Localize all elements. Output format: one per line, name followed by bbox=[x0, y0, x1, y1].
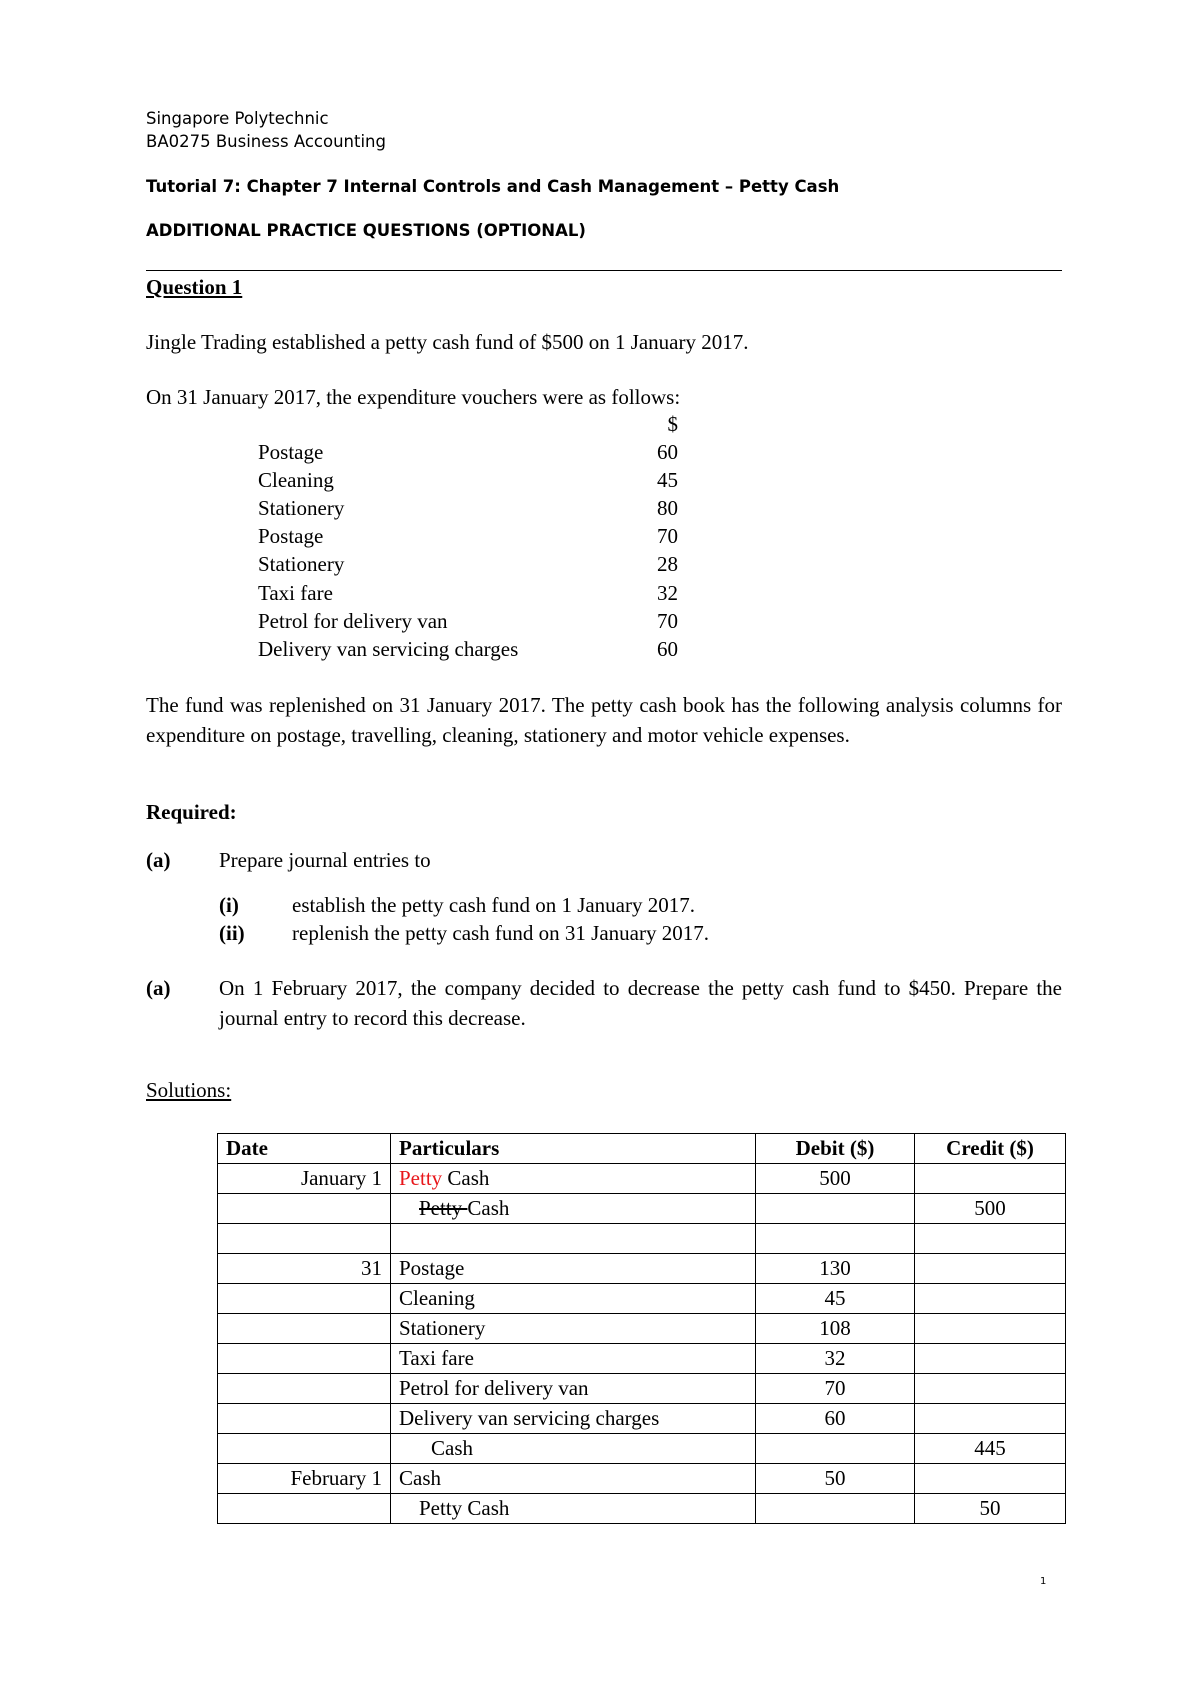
header-credit: Credit ($) bbox=[915, 1134, 1066, 1164]
question-heading: Question 1 bbox=[146, 275, 243, 299]
voucher-item: Postage bbox=[258, 440, 324, 464]
table-row bbox=[218, 1314, 1066, 1344]
voucher-item: Cleaning bbox=[258, 468, 334, 492]
row-debit bbox=[756, 1224, 915, 1254]
table-row bbox=[218, 1464, 1066, 1494]
row-date bbox=[218, 1404, 391, 1434]
row-credit bbox=[915, 1374, 1066, 1404]
part-b-text: On 1 February 2017, the company decided to decrease the petty cash fund to $450. Prepare the journal entry to record this decrease. bbox=[219, 976, 1062, 1030]
header-particulars: Particulars bbox=[391, 1134, 756, 1164]
voucher-item: Delivery van servicing charges bbox=[258, 637, 519, 661]
sub-i-marker: (i) bbox=[219, 893, 239, 917]
table-row bbox=[218, 1194, 1066, 1224]
row-debit: 32 bbox=[756, 1344, 915, 1374]
row-date bbox=[218, 1374, 391, 1404]
row-date: February 1 bbox=[218, 1464, 391, 1494]
row-credit: 500 bbox=[915, 1194, 1066, 1224]
row-particulars: Delivery van servicing charges bbox=[391, 1404, 756, 1434]
row-date bbox=[218, 1314, 391, 1344]
question-intro: Jingle Trading established a petty cash fund of $500 on 1 January 2017. bbox=[146, 330, 749, 354]
voucher-amount: 80 bbox=[657, 496, 678, 520]
voucher-item: Postage bbox=[258, 524, 324, 548]
row-credit: 50 bbox=[915, 1494, 1066, 1524]
row-particulars bbox=[391, 1194, 756, 1224]
row-date bbox=[218, 1194, 391, 1224]
table-header-row bbox=[218, 1134, 1066, 1164]
row-debit: 500 bbox=[756, 1164, 915, 1194]
row-particulars: Cleaning bbox=[391, 1284, 756, 1314]
row-debit: 70 bbox=[756, 1374, 915, 1404]
required-label: Required: bbox=[146, 800, 237, 824]
row-particulars: Postage bbox=[391, 1254, 756, 1284]
row-credit bbox=[915, 1284, 1066, 1314]
table-row bbox=[218, 1254, 1066, 1284]
table-row-blank bbox=[218, 1224, 1066, 1254]
header-date: Date bbox=[218, 1134, 391, 1164]
section-subtitle: ADDITIONAL PRACTICE QUESTIONS (OPTIONAL) bbox=[146, 221, 586, 240]
voucher-amount: 70 bbox=[657, 524, 678, 548]
row-debit: 60 bbox=[756, 1404, 915, 1434]
voucher-amount: 28 bbox=[657, 552, 678, 576]
currency-header: $ bbox=[667, 412, 678, 436]
row-debit bbox=[756, 1194, 915, 1224]
voucher-item: Petrol for delivery van bbox=[258, 609, 448, 633]
row-date: January 1 bbox=[218, 1164, 391, 1194]
page-number: 1 bbox=[1040, 1576, 1047, 1587]
vouchers-intro: On 31 January 2017, the expenditure vouchers were as follows: bbox=[146, 385, 681, 409]
voucher-item: Stationery bbox=[258, 496, 345, 520]
table-row bbox=[218, 1404, 1066, 1434]
institution-name: Singapore Polytechnic bbox=[146, 109, 329, 128]
voucher-item: Stationery bbox=[258, 552, 345, 576]
row-debit bbox=[756, 1434, 915, 1464]
row-particulars: Stationery bbox=[391, 1314, 756, 1344]
row-credit: 445 bbox=[915, 1434, 1066, 1464]
row-particulars: Taxi fare bbox=[391, 1344, 756, 1374]
row-particulars: Cash bbox=[391, 1434, 756, 1464]
voucher-amount: 32 bbox=[657, 581, 678, 605]
part-a-marker: (a) bbox=[146, 848, 171, 872]
sub-ii-marker: (ii) bbox=[219, 921, 245, 945]
row-date bbox=[218, 1224, 391, 1254]
voucher-amount: 70 bbox=[657, 609, 678, 633]
horizontal-rule bbox=[146, 270, 1062, 271]
sub-ii-text: replenish the petty cash fund on 31 January 2017. bbox=[292, 921, 709, 945]
row-credit bbox=[915, 1344, 1066, 1374]
course-code: BA0275 Business Accounting bbox=[146, 132, 386, 151]
part-b-marker: (a) bbox=[146, 976, 171, 1000]
row-date bbox=[218, 1284, 391, 1314]
row-particulars: Petrol for delivery van bbox=[391, 1374, 756, 1404]
row-date: 31 bbox=[218, 1254, 391, 1284]
row-debit: 108 bbox=[756, 1314, 915, 1344]
table-row bbox=[218, 1494, 1066, 1524]
table-row bbox=[218, 1284, 1066, 1314]
particulars-text: Cash bbox=[442, 1166, 490, 1190]
row-credit bbox=[915, 1404, 1066, 1434]
voucher-amount: 45 bbox=[657, 468, 678, 492]
row-date bbox=[218, 1494, 391, 1524]
table-row bbox=[218, 1344, 1066, 1374]
voucher-amount: 60 bbox=[657, 440, 678, 464]
row-credit bbox=[915, 1314, 1066, 1344]
row-credit bbox=[915, 1464, 1066, 1494]
particulars-text: Cash bbox=[467, 1196, 510, 1220]
solutions-label: Solutions: bbox=[146, 1078, 232, 1102]
table-row bbox=[218, 1434, 1066, 1464]
header-debit: Debit ($) bbox=[756, 1134, 915, 1164]
row-particulars bbox=[391, 1224, 756, 1254]
replenish-paragraph: The fund was replenished on 31 January 2017. The petty cash book has the following analysis columns for expenditure on postage, travelling, cleaning, stationery and motor vehicle expenses. bbox=[146, 693, 1062, 747]
voucher-amount: 60 bbox=[657, 637, 678, 661]
row-credit bbox=[915, 1164, 1066, 1194]
sub-i-text: establish the petty cash fund on 1 January 2017. bbox=[292, 893, 695, 917]
journal-entries-table bbox=[217, 1133, 1066, 1524]
struck-text: Petty bbox=[419, 1196, 468, 1220]
tutorial-title: Tutorial 7: Chapter 7 Internal Controls and Cash Management – Petty Cash bbox=[146, 177, 840, 196]
table-row bbox=[218, 1374, 1066, 1404]
highlighted-text: Petty bbox=[399, 1166, 443, 1190]
row-date bbox=[218, 1344, 391, 1374]
table-row bbox=[218, 1164, 1066, 1194]
row-debit bbox=[756, 1494, 915, 1524]
row-particulars: Cash bbox=[391, 1464, 756, 1494]
voucher-item: Taxi fare bbox=[258, 581, 333, 605]
row-particulars bbox=[391, 1164, 756, 1194]
row-credit bbox=[915, 1224, 1066, 1254]
row-particulars: Petty Cash bbox=[391, 1494, 756, 1524]
part-a-text: Prepare journal entries to bbox=[219, 848, 431, 872]
row-date bbox=[218, 1434, 391, 1464]
row-credit bbox=[915, 1254, 1066, 1284]
row-debit: 130 bbox=[756, 1254, 915, 1284]
row-debit: 45 bbox=[756, 1284, 915, 1314]
row-debit: 50 bbox=[756, 1464, 915, 1494]
